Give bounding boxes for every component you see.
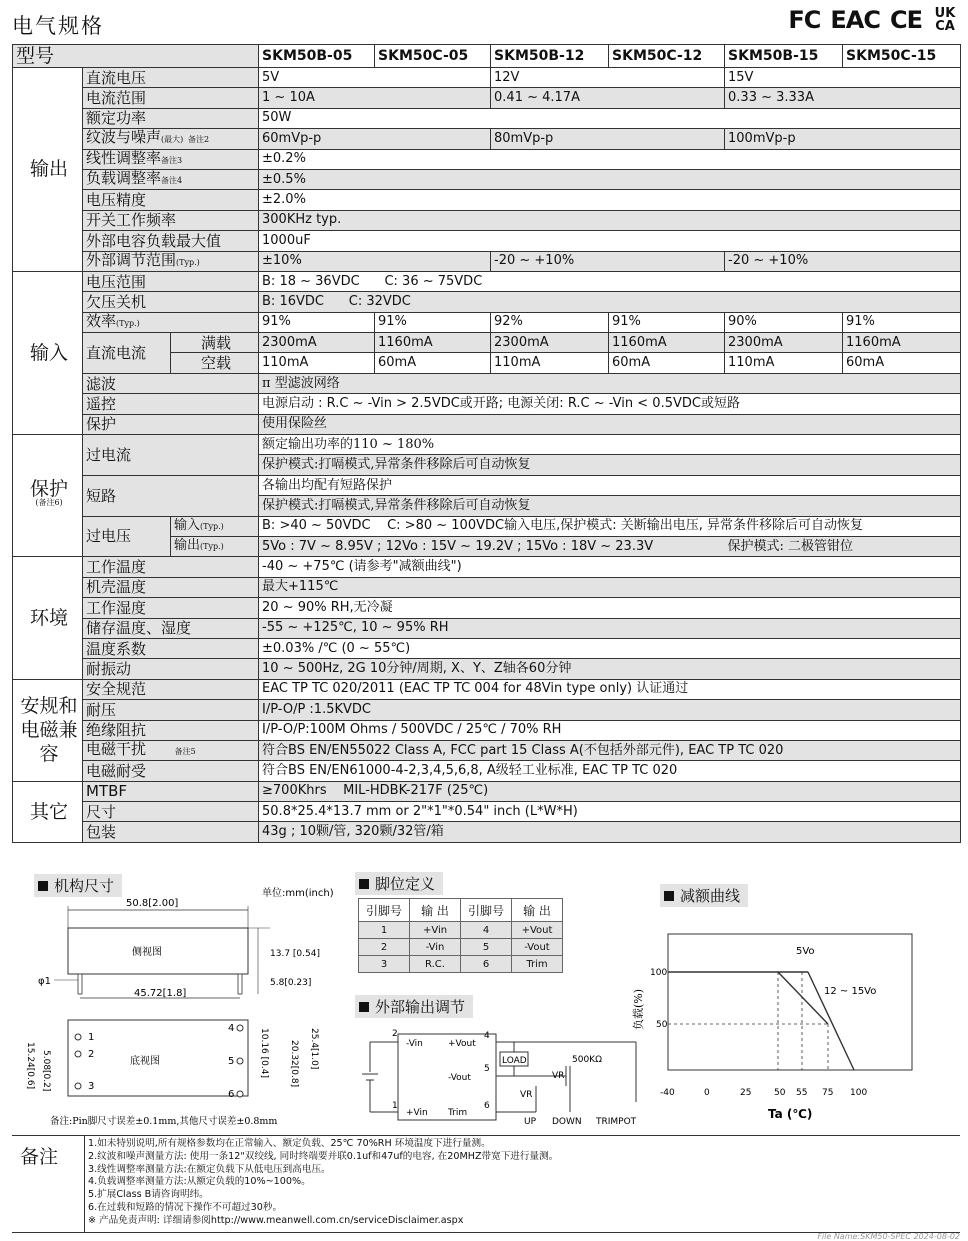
- value: -20 ~ +10%: [491, 251, 725, 271]
- label-sub: 备注3: [161, 155, 183, 165]
- dim-pin: 5.8[0.23]: [270, 978, 312, 988]
- value: 符合BS EN/EN55022 Class A, FCC part 15 Class A(不包括外部元件), EAC TP TC 020: [259, 740, 961, 760]
- label-switching-freq: 开关工作频率: [83, 210, 259, 230]
- cat-safety-emc: 安规和电磁兼容: [13, 679, 83, 781]
- cat-environment: 环境: [13, 557, 83, 679]
- note-line: ※ 产品免责声明: 详细请参阅http://www.meanwell.com.cn/serviceDisclaimer.aspx: [88, 1214, 464, 1226]
- page-title: 电气规格: [12, 14, 104, 38]
- y-tick: 50: [656, 1020, 668, 1030]
- dim-pitch: 45.72[1.8]: [134, 988, 187, 999]
- label-safety: 绝缘阻抗: [83, 720, 259, 740]
- pin-cell: R.C.: [410, 956, 461, 973]
- x-tick: 75: [822, 1088, 834, 1098]
- node-label: 1: [392, 1101, 398, 1111]
- value: 保护模式: 二极管钳位: [725, 536, 961, 556]
- notes-label: 备注: [20, 1146, 59, 1168]
- section-derating: [660, 884, 748, 907]
- side-view-label: 侧视图: [132, 947, 162, 958]
- note-line: 1.如未特别说明,所有规格参数均在正常输入、额定负载、25℃ 70%RH 环境温度下进行量测。: [88, 1138, 491, 1149]
- output-header: 输 出: [410, 899, 461, 922]
- label-line-reg: [83, 149, 259, 169]
- label-env: 温度系数: [83, 638, 259, 658]
- value: 60mVp-p: [259, 129, 491, 149]
- label-rated-power: 额定功率: [83, 108, 259, 128]
- pin-cell: +Vout: [512, 922, 563, 939]
- label-voltage-range: 电压范围: [83, 271, 259, 291]
- output-header: 输 出: [512, 899, 563, 922]
- label-safety: 耐压: [83, 700, 259, 720]
- model-3: SKM50B-12: [491, 45, 609, 68]
- value: 60mA: [375, 353, 491, 373]
- label-ov-output: [171, 536, 259, 556]
- x-tick: 25: [740, 1088, 752, 1098]
- dim-height: 13.7 [0.54]: [270, 949, 320, 959]
- pin-label: 2: [88, 1049, 95, 1060]
- section-pinout: [355, 872, 443, 895]
- y-tick: 100: [650, 968, 668, 978]
- label-sub: 备注4: [161, 176, 183, 186]
- model-label: 型号: [13, 45, 259, 68]
- tolerance-note: 备注:Pin脚尺寸误差±0.1mm,其他尺寸误差±0.8mm: [50, 1116, 278, 1127]
- pin-cell: +Vin: [410, 922, 461, 939]
- cat-note: (备注6): [35, 497, 63, 507]
- label-full-load: 满载: [171, 333, 259, 353]
- value: 最大+115℃: [259, 577, 961, 597]
- value: 5Vo : 7V ~ 8.95V ; 12Vo : 15V ~ 19.2V ; 15Vo : 18V ~ 23.3V: [259, 536, 725, 556]
- cat-text: 保护: [29, 477, 68, 500]
- value: 12V: [491, 68, 725, 88]
- pin-cell: 4: [461, 922, 512, 939]
- unit-label: 单位:mm(inch): [262, 888, 334, 899]
- label-dc-voltage: 直流电压: [83, 68, 259, 88]
- cat-protection: [13, 435, 83, 557]
- label-safety: [83, 740, 259, 760]
- value: 20 ~ 90% RH,无冷凝: [259, 598, 961, 618]
- trimpot-label: TRIMPOT: [596, 1117, 637, 1127]
- note-line: 6.在过载和短路的情况下操作不可超过30秒。: [88, 1201, 283, 1213]
- notes-list: [88, 1138, 558, 1228]
- dim-a: 10.16 [0.4]: [259, 1028, 269, 1078]
- label-current-range: 电流范围: [83, 88, 259, 108]
- pin-cell: Trim: [512, 956, 563, 973]
- label-text: 线性调整率: [86, 148, 162, 167]
- label-text: 输入: [174, 517, 201, 533]
- y-axis-label: 负载(%): [632, 988, 645, 1030]
- value: 91%: [843, 312, 961, 332]
- pin-label: 4: [228, 1023, 235, 1034]
- down-label: DOWN: [552, 1117, 582, 1127]
- value: 90%: [725, 312, 843, 332]
- value: I/P-O/P:100M Ohms / 500VDC / 25℃ / 70% RH: [259, 720, 961, 740]
- dim-e: 5.08[0.2]: [41, 1050, 51, 1092]
- value: I/P-O/P :1.5KVDC: [259, 700, 961, 720]
- pin-label: +Vout: [448, 1039, 476, 1049]
- value: EAC TP TC 020/2011 (EAC TP TC 004 for 48Vin type only) 认证通过: [259, 679, 961, 699]
- spec-table: [12, 44, 961, 843]
- pin-label: -Vout: [448, 1073, 471, 1083]
- label-sub: (Typ.): [176, 257, 200, 267]
- notes-section: [12, 1135, 960, 1233]
- label-sub: (Typ.): [116, 318, 140, 328]
- model-1: SKM50B-05: [259, 45, 375, 68]
- pin-cell: 1: [359, 922, 410, 939]
- label-overvoltage: 过电压: [83, 516, 171, 557]
- pin-label: 3: [88, 1081, 95, 1092]
- value: 91%: [259, 312, 375, 332]
- label-voltage-accuracy: 电压精度: [83, 190, 259, 210]
- label-uvlo: 欠压关机: [83, 292, 259, 312]
- value: 100mVp-p: [725, 129, 961, 149]
- value: 1160mA: [609, 333, 725, 353]
- label-other: 尺寸: [83, 802, 259, 822]
- label-env: 工作温度: [83, 557, 259, 577]
- label-load-reg: [83, 169, 259, 189]
- pin-label: 6: [228, 1089, 235, 1100]
- value: 1000uF: [259, 231, 961, 251]
- x-tick: 50: [774, 1088, 786, 1098]
- value: 0.33 ~ 3.33A: [725, 88, 961, 108]
- value: 符合BS EN/EN61000-4-2,3,4,5,6,8, A级轻工业标准, EAC TP TC 020: [259, 761, 961, 781]
- node-label: 5: [484, 1064, 490, 1074]
- node-label: 2: [392, 1029, 398, 1039]
- up-label: UP: [524, 1117, 537, 1127]
- section-title: 外部输出调节: [375, 998, 466, 1016]
- label-overcurrent: 过电流: [83, 435, 259, 476]
- pin-cell: -Vout: [512, 939, 563, 956]
- label-text: 外部调节范围: [86, 250, 177, 269]
- vr-label: VR: [552, 1071, 565, 1081]
- x-tick: 55: [796, 1088, 808, 1098]
- label-other: MTBF: [83, 781, 259, 801]
- pin-label: -Vin: [406, 1039, 423, 1049]
- label-text: 电磁干扰: [86, 740, 147, 759]
- dim-b: 20.32[0.8]: [289, 1040, 299, 1088]
- pin-label: 5: [228, 1056, 235, 1067]
- pin-cell: 5: [461, 939, 512, 956]
- value: 2300mA: [491, 333, 609, 353]
- note-line: 3.线性调整率测量方法:在额定负载下从低电压到高电压。: [88, 1163, 331, 1175]
- pin-header: 引脚号: [461, 899, 512, 922]
- pin-cell: 6: [461, 956, 512, 973]
- load-label: LOAD: [502, 1056, 527, 1066]
- pot-label: 500KΩ: [572, 1055, 602, 1065]
- value: B: 16VDC C: 32VDC: [259, 292, 961, 312]
- value: 使用保险丝: [259, 414, 961, 434]
- label-sub: 备注5: [174, 747, 196, 757]
- value: 300KHz typ.: [259, 210, 961, 230]
- label-text: 纹波与噪声: [86, 128, 162, 147]
- value: 保护模式:打嗝模式,异常条件移除后可自动恢复: [259, 455, 961, 475]
- file-name: File Name:SKM50-SPEC 2024-08-02: [817, 1232, 960, 1241]
- note-line: 2.纹波和噪声测量方法: 使用一条12"双绞线, 同时终端要并联0.1uf和47uf的电容, 在20MHZ带宽下进行量测。: [88, 1150, 559, 1162]
- label-no-load: 空载: [171, 353, 259, 373]
- value: B: 18 ~ 36VDC C: 36 ~ 75VDC: [259, 271, 961, 291]
- value: 5V: [259, 68, 491, 88]
- value: 80mVp-p: [491, 129, 725, 149]
- value: 60mA: [843, 353, 961, 373]
- fcc-logo: FC: [788, 6, 821, 34]
- pin-header: 引脚号: [359, 899, 410, 922]
- label-text: 负载调整率: [86, 169, 162, 188]
- label-safety: 安全规范: [83, 679, 259, 699]
- label-ov-input: [171, 516, 259, 536]
- value: 50W: [259, 108, 961, 128]
- trim-circuit: [356, 1022, 648, 1130]
- value: ±10%: [259, 251, 491, 271]
- x-axis-label: Ta (℃): [768, 1107, 813, 1121]
- value: ±2.0%: [259, 190, 961, 210]
- label-env: 耐振动: [83, 659, 259, 679]
- value: 110mA: [259, 353, 375, 373]
- label-other: 包装: [83, 822, 259, 842]
- cert-marks: [788, 6, 958, 34]
- section-title: 减额曲线: [680, 887, 741, 905]
- value: 额定输出功率的110 ~ 180%: [259, 435, 961, 455]
- label-efficiency: [83, 312, 259, 332]
- section-title: 脚位定义: [375, 875, 436, 893]
- label-env: 储存温度、湿度: [83, 618, 259, 638]
- model-6: SKM50C-15: [843, 45, 961, 68]
- label-sub: (最大): [161, 135, 184, 145]
- x-tick: 0: [704, 1088, 710, 1098]
- label-text: 效率: [86, 311, 117, 330]
- value: ±0.03% /℃ (0 ~ 55℃): [259, 638, 961, 658]
- cat-input: 输入: [13, 271, 83, 434]
- cat-other: 其它: [13, 781, 83, 842]
- section-title: 机构尺寸: [54, 877, 115, 895]
- label-text: 输出: [174, 538, 201, 554]
- value: 电源启动 : R.C ~ -Vin > 2.5VDC或开路; 电源关闭: R.C ~ -Vin < 0.5VDC或短路: [259, 394, 961, 414]
- node-label: 4: [484, 1031, 490, 1041]
- label-dc-current: 直流电流: [83, 333, 171, 374]
- pin-label: 1: [88, 1032, 95, 1043]
- value: 保护模式:打嗝模式,异常条件移除后可自动恢复: [259, 496, 961, 516]
- label-sub: (Typ.): [200, 521, 224, 531]
- label-protection: 保护: [83, 414, 259, 434]
- value: 各输出均配有短路保护: [259, 475, 961, 495]
- value: 60mA: [609, 353, 725, 373]
- value: B: >40 ~ 50VDC C: >80 ~ 100VDC输入电压,保护模式: 关断输出电压, 异常条件移除后可自动恢复: [259, 516, 961, 536]
- label-sub: (Typ.): [200, 542, 224, 552]
- derating-chart: [628, 920, 928, 1130]
- vr-label: VR: [520, 1090, 533, 1100]
- value: 1160mA: [843, 333, 961, 353]
- value: 91%: [609, 312, 725, 332]
- dim-length: 50.8[2.00]: [126, 898, 179, 909]
- label-safety: 电磁耐受: [83, 761, 259, 781]
- value: 92%: [491, 312, 609, 332]
- pin-cell: 2: [359, 939, 410, 956]
- value: ±0.5%: [259, 169, 961, 189]
- model-2: SKM50C-05: [375, 45, 491, 68]
- ukca-logo: UK CA: [934, 6, 956, 34]
- value: -20 ~ +10%: [725, 251, 961, 271]
- cat-output: 输出: [13, 68, 83, 272]
- x-tick: 100: [850, 1088, 868, 1098]
- label-remote: 遥控: [83, 394, 259, 414]
- label-env: 机壳温度: [83, 577, 259, 597]
- x-tick: -40: [660, 1088, 675, 1098]
- value: -55 ~ +125℃, 10 ~ 95% RH: [259, 618, 961, 638]
- value: 1 ~ 10A: [259, 88, 491, 108]
- label-sub: 备注2: [188, 135, 210, 145]
- section-trim: [355, 995, 473, 1018]
- value: 43g ; 10颗/管, 320颗/32管/箱: [259, 822, 961, 842]
- value: ±0.2%: [259, 149, 961, 169]
- label-trim-range: [83, 251, 259, 271]
- series-5vo-label: 5Vo: [796, 946, 815, 957]
- dim-c: 25.4[1.0]: [309, 1028, 319, 1070]
- dim-d: 15.24[0.6]: [25, 1042, 35, 1090]
- value: -40 ~ +75℃ (请参考"减额曲线"): [259, 557, 961, 577]
- label-short-circuit: 短路: [83, 475, 259, 516]
- value: π 型滤波网络: [259, 373, 961, 393]
- mechanical-drawing: [25, 880, 350, 1130]
- value: 1160mA: [375, 333, 491, 353]
- pin-cell: -Vin: [410, 939, 461, 956]
- pin-cell: 3: [359, 956, 410, 973]
- value: 91%: [375, 312, 491, 332]
- ce-logo: CE: [889, 6, 922, 34]
- label-env: 工作湿度: [83, 598, 259, 618]
- note-line: 4.负载调整率测量方法:从额定负载的10%~100%。: [88, 1176, 311, 1188]
- value: 15V: [725, 68, 961, 88]
- model-4: SKM50C-12: [609, 45, 725, 68]
- label-filter: 滤波: [83, 373, 259, 393]
- value: 110mA: [725, 353, 843, 373]
- note-line: 5.扩展Class B请咨询明纬。: [88, 1189, 209, 1201]
- bottom-view-label: 底视图: [130, 1056, 160, 1067]
- value: 110mA: [491, 353, 609, 373]
- dim-phi: φ1: [38, 976, 51, 987]
- eac-logo: EAC: [830, 6, 880, 34]
- value: 50.8*25.4*13.7 mm or 2"*1"*0.54" inch (L*W*H): [259, 802, 961, 822]
- pin-label: Trim: [448, 1108, 468, 1118]
- pin-label: +Vin: [406, 1108, 428, 1118]
- value: 2300mA: [259, 333, 375, 353]
- pinout-table: [358, 898, 563, 973]
- value: ≥700Khrs MIL-HDBK-217F (25℃): [259, 781, 961, 801]
- series-12-15vo-label: 12 ~ 15Vo: [824, 986, 877, 997]
- value: 2300mA: [725, 333, 843, 353]
- label-cap-load: 外部电容负载最大值: [83, 231, 259, 251]
- node-label: 6: [484, 1101, 490, 1111]
- value: 10 ~ 500Hz, 2G 10分钟/周期, X、Y、Z轴各60分钟: [259, 659, 961, 679]
- model-5: SKM50B-15: [725, 45, 843, 68]
- value: 0.41 ~ 4.17A: [491, 88, 725, 108]
- label-ripple: [83, 129, 259, 149]
